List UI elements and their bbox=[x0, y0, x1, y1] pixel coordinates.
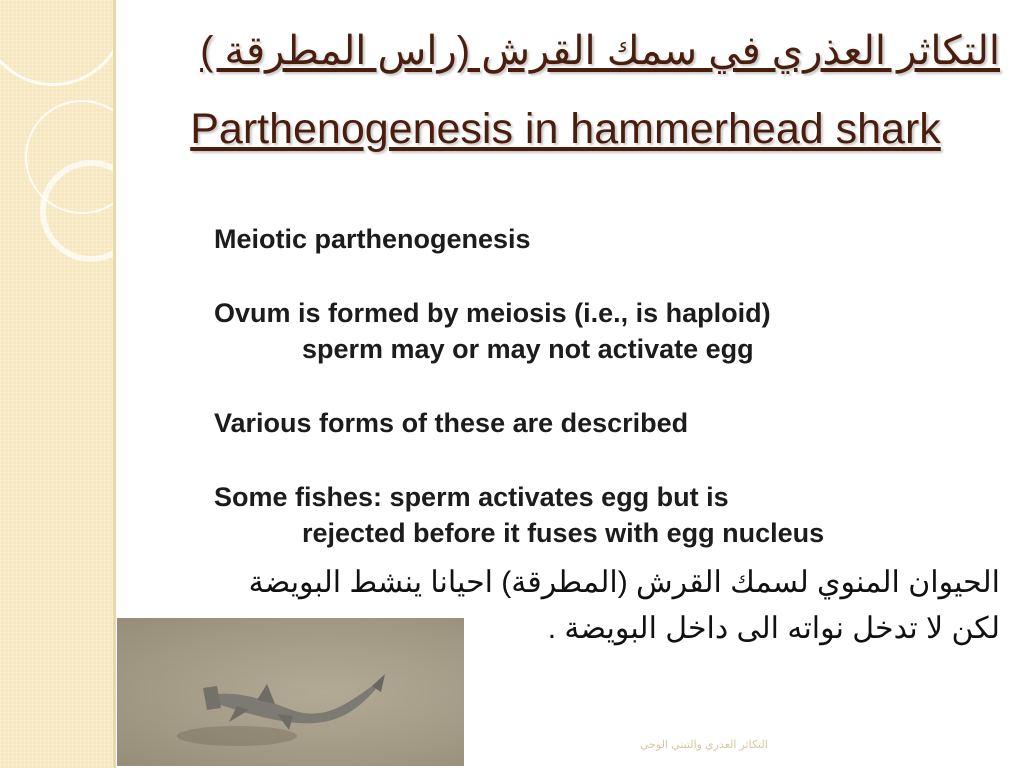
arabic-line: لكن لا تدخل نواته الى داخل البويضة . bbox=[547, 612, 1000, 645]
slide-footer: التكاثر العذري والتبني الوحي bbox=[640, 739, 768, 751]
body-line: Ovum is formed by meiosis (i.e., is haploid) bbox=[214, 298, 771, 328]
body-line: Some fishes: sperm activates egg but is bbox=[214, 482, 729, 512]
slide-title-arabic: التكاثر العذري في سمك القرش (راس المطرقة ) bbox=[200, 29, 1000, 73]
arabic-line: الحيوان المنوي لسمك القرش (المطرقة) احيانا ينشط البويضة bbox=[248, 566, 1000, 599]
body-line-indented: sperm may or may not activate egg bbox=[302, 334, 754, 364]
slide-body-text bbox=[214, 221, 994, 551]
shark-photo bbox=[117, 618, 464, 766]
slide-title-english: Parthenogenesis in hammerhead shark bbox=[190, 105, 941, 153]
body-line: Various forms of these are described bbox=[214, 408, 689, 438]
decorative-circle bbox=[0, 0, 113, 86]
body-line: Meiotic parthenogenesis bbox=[214, 224, 531, 254]
sidebar-edge bbox=[113, 0, 116, 768]
decorative-sidebar bbox=[0, 0, 113, 768]
body-line-indented: rejected before it fuses with egg nucleus bbox=[302, 518, 825, 548]
